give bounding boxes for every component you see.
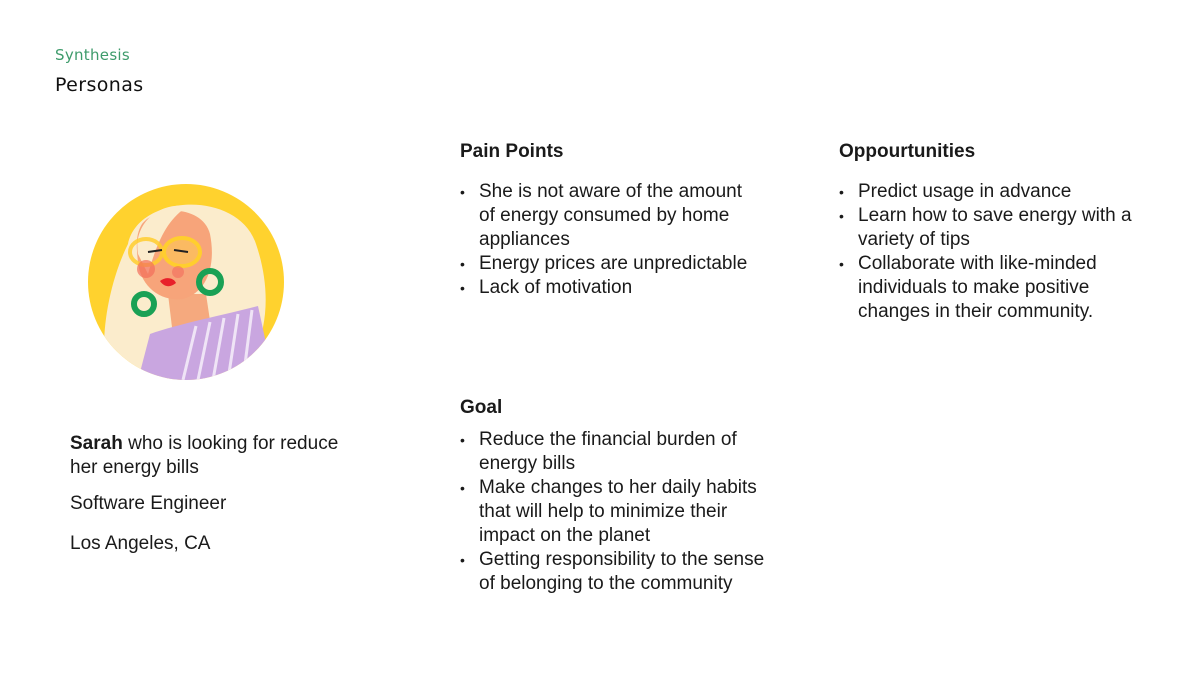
persona-intro-text: who is looking for reduce her energy bills xyxy=(70,433,339,478)
woman-with-glasses-illustration-icon xyxy=(88,184,284,380)
list-item: • Collaborate with like-minded individuals to make positive changes in their community. xyxy=(839,252,1139,324)
goal-list xyxy=(460,428,780,596)
page-title: Personas xyxy=(55,74,144,96)
opportunities-list xyxy=(839,180,1139,324)
list-item: • Getting responsibility to the sense of belonging to the community xyxy=(460,548,780,596)
persona-role: Software Engineer xyxy=(70,493,227,514)
list-item: • Learn how to save energy with a variety of tips xyxy=(839,204,1139,252)
persona-location: Los Angeles, CA xyxy=(70,533,211,554)
list-item: • Energy prices are unpredictable xyxy=(460,252,760,276)
avatar xyxy=(88,184,284,380)
pain-points-section xyxy=(460,140,760,300)
list-item: • Lack of motivation xyxy=(460,276,760,300)
goal-section xyxy=(460,396,780,596)
list-item: • Predict usage in advance xyxy=(839,180,1139,204)
list-item: • She is not aware of the amount of energy consumed by home appliances xyxy=(460,180,760,252)
opportunities-section xyxy=(839,140,1139,324)
persona-profile xyxy=(70,432,370,556)
persona-name: Sarah xyxy=(70,433,123,454)
list-item: • Make changes to her daily habits that will help to minimize their impact on the planet xyxy=(460,476,780,548)
opportunities-heading: Oppourtunities xyxy=(839,141,976,162)
goal-heading: Goal xyxy=(460,397,503,418)
pain-points-list xyxy=(460,180,760,300)
pain-points-heading: Pain Points xyxy=(460,141,564,162)
section-eyebrow: Synthesis xyxy=(55,46,131,64)
persona-intro xyxy=(70,432,370,480)
list-item: • Reduce the financial burden of energy bills xyxy=(460,428,780,476)
